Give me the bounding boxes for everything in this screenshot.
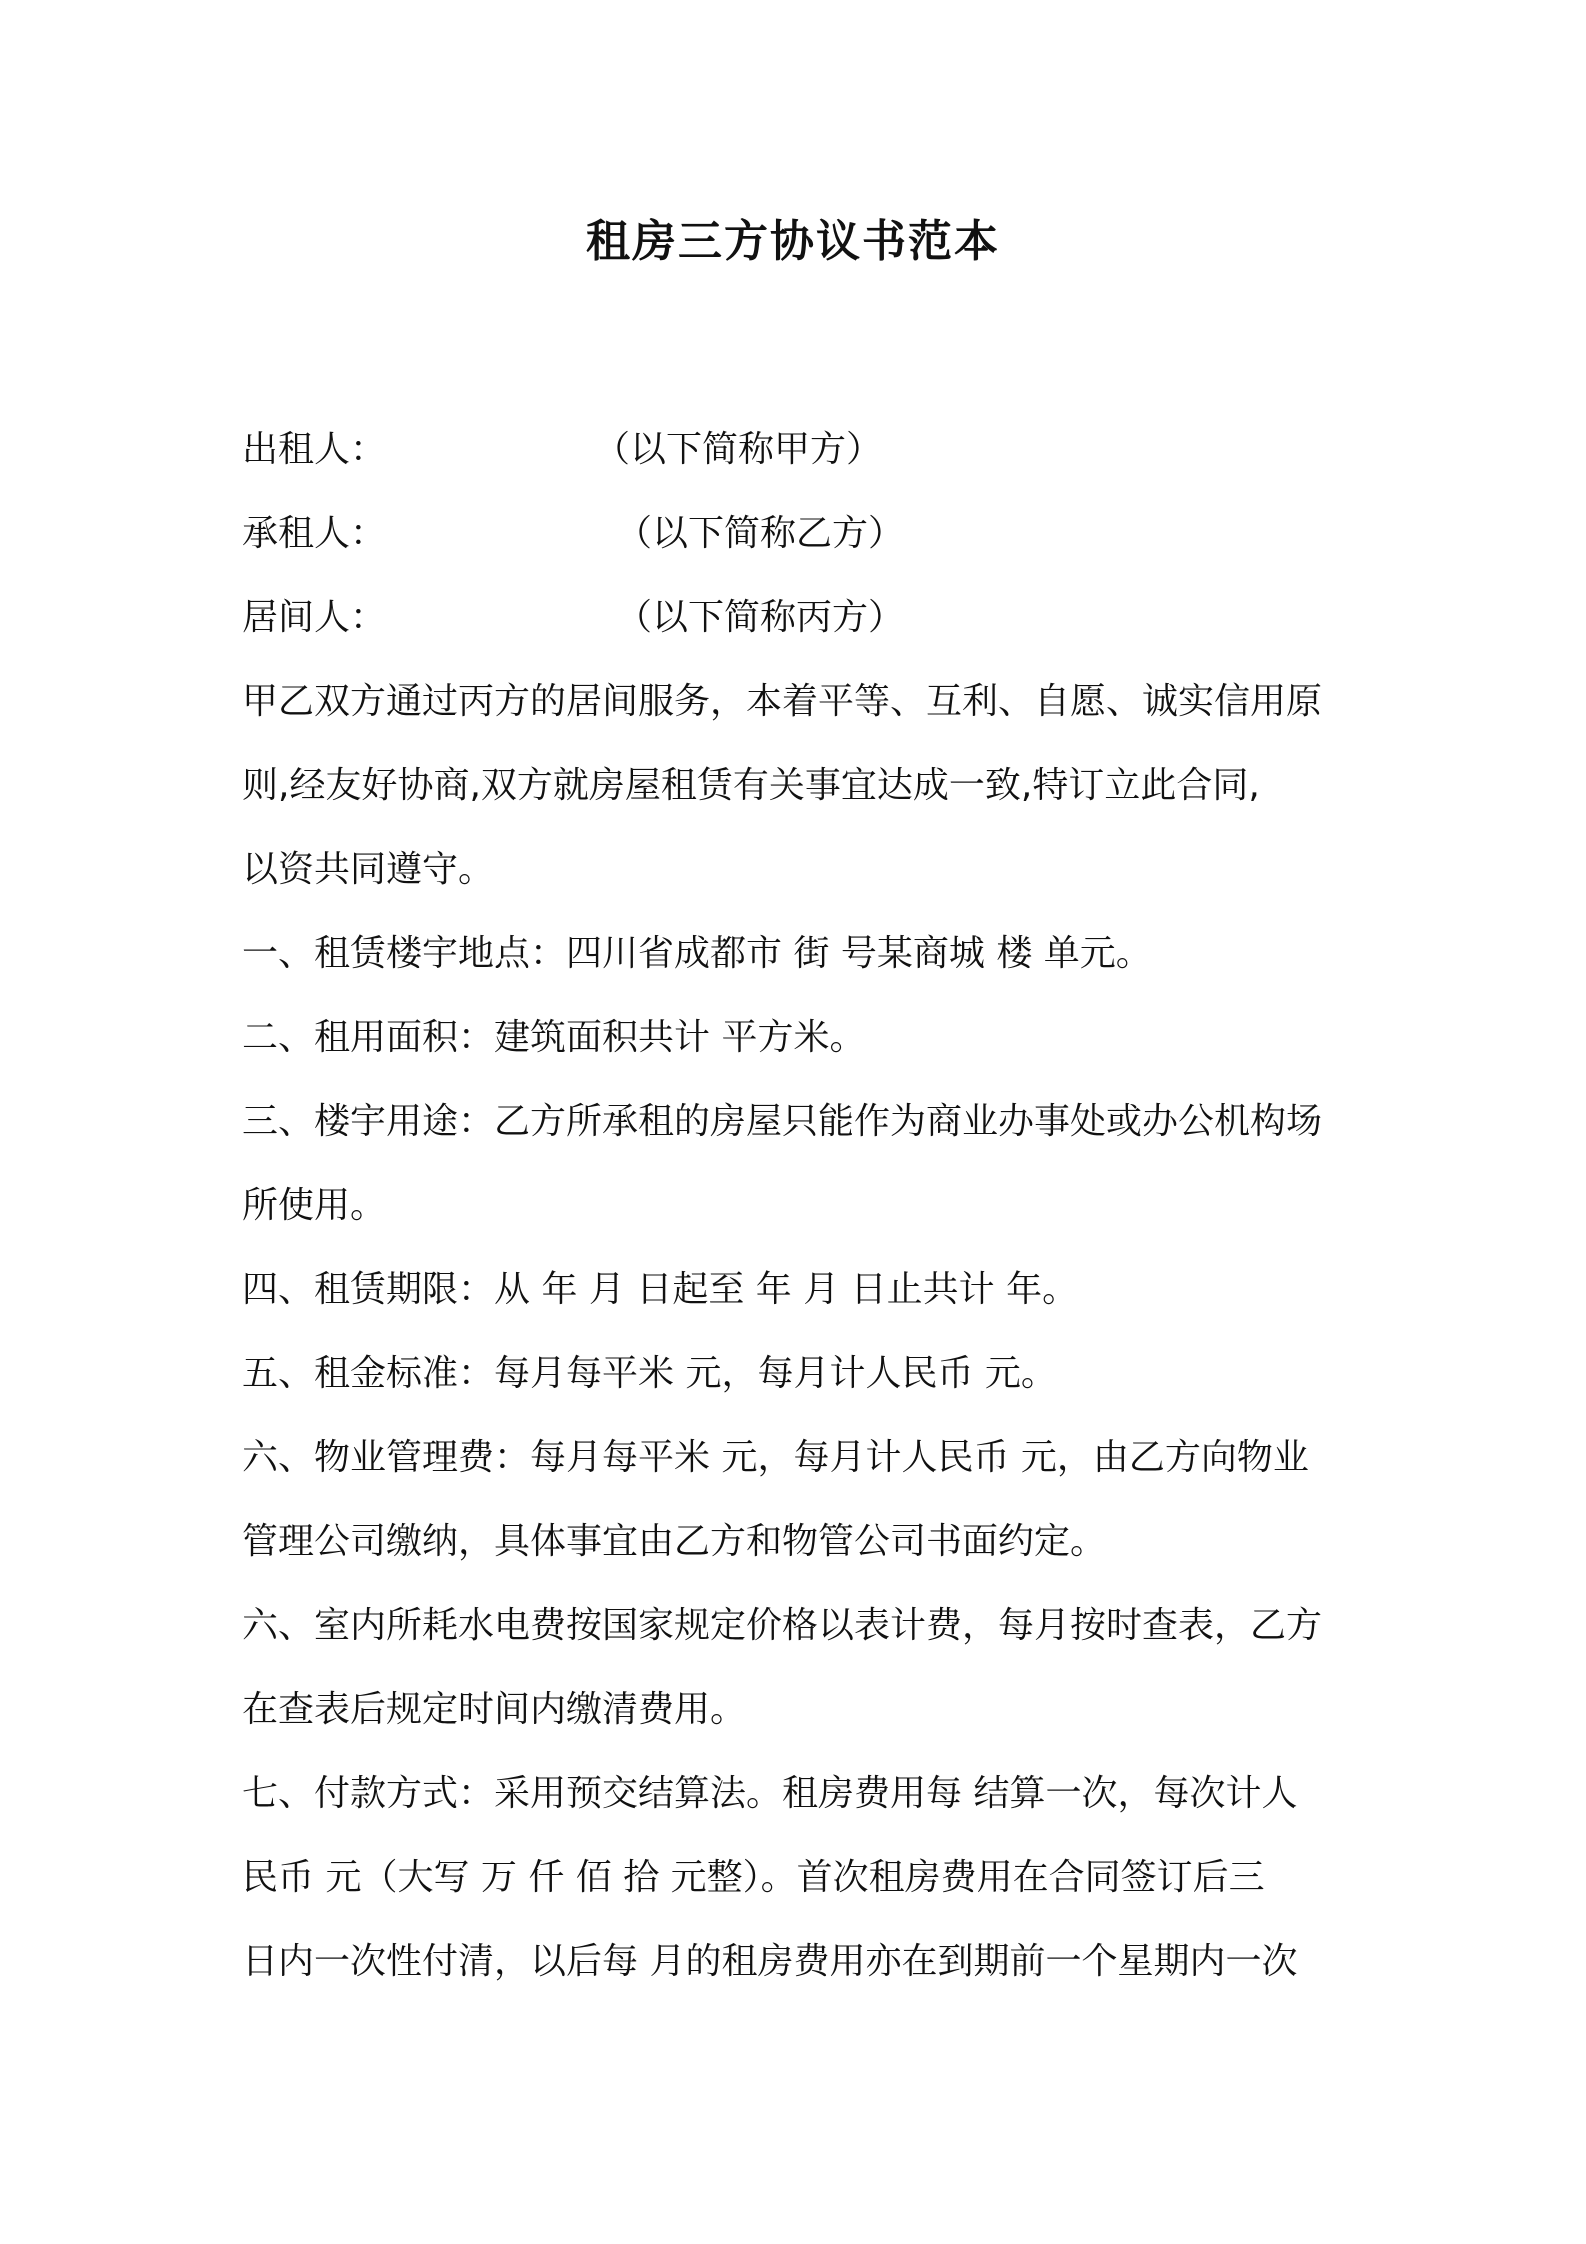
party-line-lessee	[242, 492, 1362, 576]
body-line: 则,经友好协商,双方就房屋租赁有关事宜达成一致,特订立此合同,	[242, 765, 1260, 806]
party-role-lessee: 承租人：	[242, 513, 387, 554]
document-body	[242, 408, 1362, 2004]
party-note-lessee: （以下简称乙方）	[616, 513, 905, 554]
clause-line: 所使用。	[242, 1185, 387, 1226]
clause-line: 日内一次性付清，以后每 月的租房费用亦在到期前一个星期内一次	[242, 1941, 1298, 1982]
party-role-intermediary: 居间人：	[242, 597, 387, 638]
clause-line: 管理公司缴纳，具体事宜由乙方和物管公司书面约定。	[242, 1521, 1107, 1562]
document-title: 租房三方协议书范本	[586, 216, 1000, 267]
clause-line: 民币 元（大写 万 仟 佰 拾 元整）。首次租房费用在合同签订后三	[242, 1857, 1265, 1898]
clause-line: 在查表后规定时间内缴清费用。	[242, 1689, 747, 1730]
clause-line: 七、付款方式：采用预交结算法。租房费用每 结算一次，每次计人	[242, 1773, 1298, 1814]
clause-line: 二、租用面积：建筑面积共计 平方米。	[242, 1017, 866, 1058]
clause-line: 一、租赁楼宇地点：四川省成都市 街 号某商城 楼 单元。	[242, 933, 1152, 974]
party-role-lessor: 出租人：	[242, 429, 387, 470]
clause-line: 六、物业管理费：每月每平米 元，每月计人民币 元，由乙方向物业	[242, 1437, 1309, 1478]
party-note-intermediary: （以下简称丙方）	[616, 597, 905, 638]
party-line-intermediary	[242, 576, 1362, 660]
clause-line: 六、室内所耗水电费按国家规定价格以表计费，每月按时查表，乙方	[242, 1605, 1323, 1646]
clause-line: 三、楼宇用途：乙方所承租的房屋只能作为商业办事处或办公机构场	[242, 1101, 1323, 1142]
body-line: 甲乙双方通过丙方的居间服务，本着平等、互利、自愿、诚实信用原	[242, 681, 1323, 722]
clause-line: 四、租赁期限：从 年 月 日起至 年 月 日止共计 年。	[242, 1269, 1079, 1310]
party-line-lessor	[242, 408, 1362, 492]
party-note-lessor: （以下简称甲方）	[594, 429, 883, 470]
body-line: 以资共同遵守。	[242, 849, 495, 890]
clause-line: 五、租金标准：每月每平米 元，每月计人民币 元。	[242, 1353, 1057, 1394]
